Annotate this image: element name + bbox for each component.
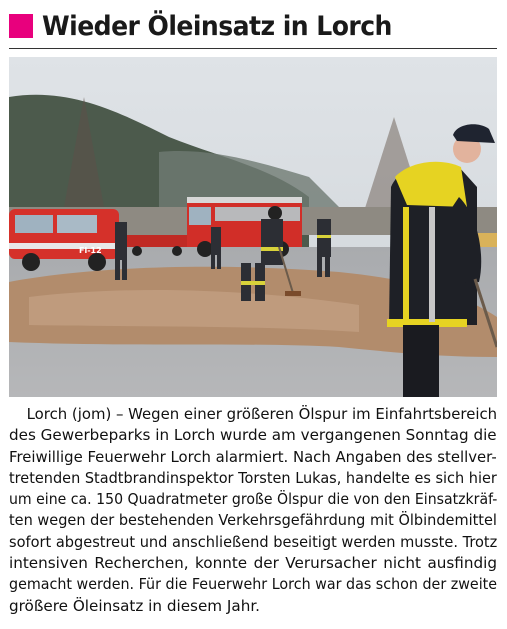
headline-rule [9,48,497,49]
trailer [121,235,191,247]
article-body [9,404,497,617]
article-line: um eine ca. 150 Quadratmeter große Ölspur die von den Einsatzkräf- [9,490,498,509]
article-line: intensiven Recherchen, konnte der Verursacher nicht ausfindig [9,554,497,573]
headline [9,6,497,46]
headline-marker [9,14,33,38]
article-line: tretenden Stadtbrandinspektor Torsten Lukas, handelte es sich hier [9,468,497,487]
news-photo [9,57,497,397]
article-line: ten wegen der bestehenden Verkehrsgefährdung mit Ölbindemittel [9,511,497,530]
article-line: gemacht werden. Für die Feuerwehr Lorch war das schon der zweite [9,575,498,594]
article-line: Freiwillige Feuerwehr Lorch alarmiert. Nach Angaben des stellver- [9,447,497,466]
article-line: des Gewerbeparks in Lorch wurde am vergangenen Sonntag die [9,426,497,445]
article-line: größere Öleinsatz in diesem Jahr. [9,596,261,615]
photo-illustration [9,57,497,397]
article-line: Lorch (jom) – Wegen einer größeren Ölspur im Einfahrtsbereich [26,405,498,423]
headline-title: Wieder Öleinsatz in Lorch [42,10,392,42]
article-line: sofort abgestreut und anschließend beseitigt werden musste. Trotz [9,532,498,551]
vehicle-lettering: Fl-12 [79,246,102,255]
